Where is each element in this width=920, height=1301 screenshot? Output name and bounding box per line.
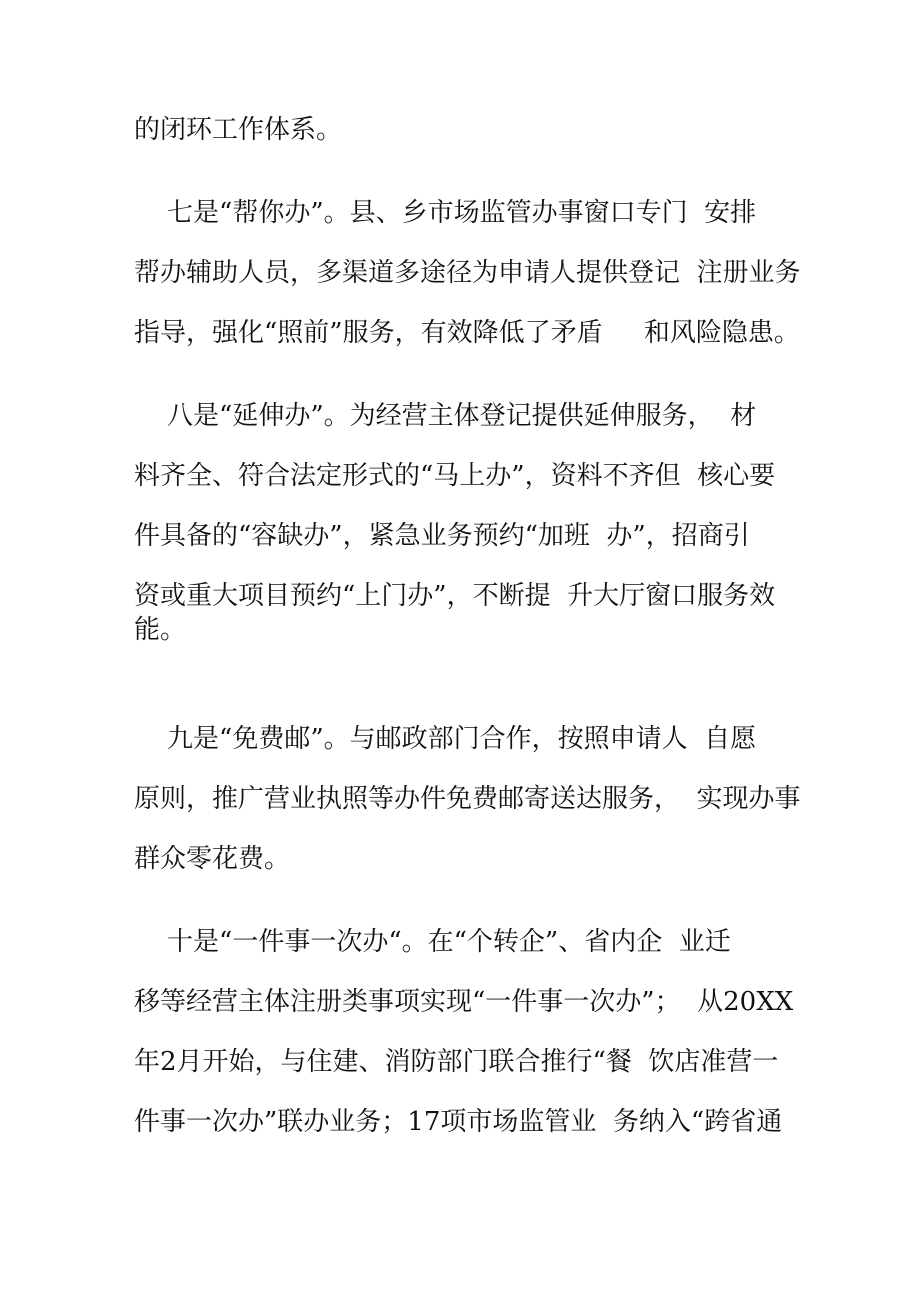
text-line: 原则，推广营业执照等办件免费邮寄送达服务， 实现办事: [134, 784, 801, 814]
text-line: 能。: [134, 615, 187, 645]
text-line: 移等经营主体注册类事项实现“一件事一次办”； 从20XX: [134, 987, 794, 1017]
text-line: 料齐全、符合法定形式的“马上办”，资料不齐但 核心要: [134, 461, 776, 491]
text-line: 群众零花费。: [134, 844, 291, 874]
text-line: 资或重大项目预约“上门办”，不断提 升大厅窗口服务效: [134, 581, 776, 611]
text-line: 七是“帮你办”。县、乡市场监管办事窗口专门 安排: [134, 198, 757, 228]
text-line: 件事一次办”联办业务；17项市场监管业 务纳入“跨省通: [134, 1107, 783, 1137]
text-line: 八是“延伸办”。为经营主体登记提供延伸服务， 材: [134, 401, 757, 431]
text-line: 的闭环工作体系。: [134, 115, 343, 145]
text-line: 十是“一件事一次办“。在“个转企”、省内企 业迁: [134, 927, 731, 957]
text-line: 指导，强化“照前”服务，有效降低了矛盾 和风险隐患。: [134, 318, 800, 348]
text-line: 九是“免费邮”。与邮政部门合作，按照申请人 自愿: [134, 724, 757, 754]
text-line: 年2月开始，与住建、消防部门联合推行“餐 饮店准营一: [134, 1047, 779, 1077]
text-line: 件具备的“容缺办”，紧急业务预约“加班 办”，招商引: [134, 521, 750, 551]
text-line: 帮办辅助人员，多渠道多途径为申请人提供登记 注册业务: [134, 258, 801, 288]
